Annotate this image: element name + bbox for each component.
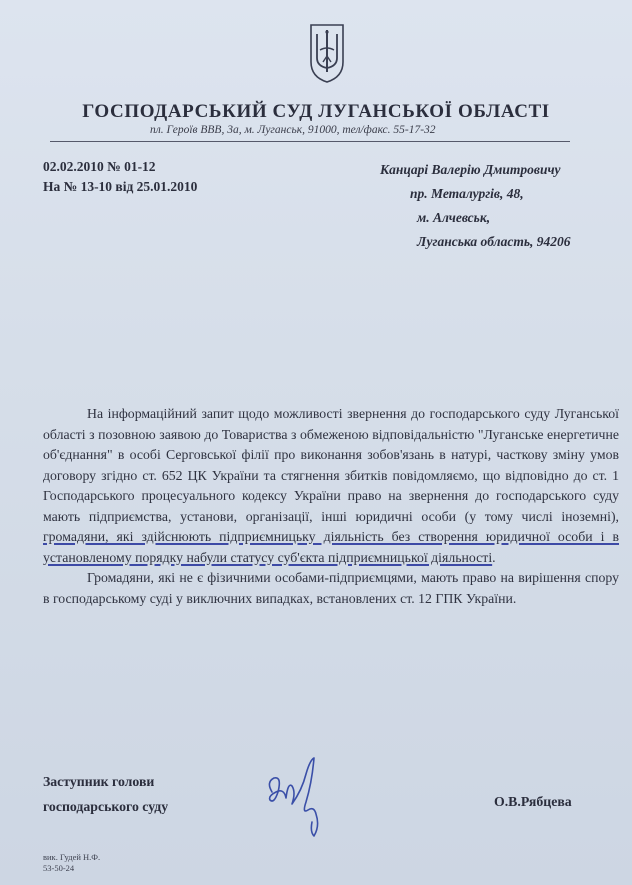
body-paragraph-1-text: На інформаційний запит щодо можливості звернення до господарського суду Луганської області з позовною заявою до Товариства з обмеженою відповідальністю "Луганське енергетичне об'єднання" в особі Серговської філії про виконання зобов'язань в натурі, часткову зміну умов договору згідно ст. 652 ЦК України та стягнення збитків повідомляємо, що відповідно до ст. 1 Господарського процесуального кодексу України право на звернення до господарського суду мають підприємства, установи, організації, інші юридичні особи (у тому числі іноземні),	[43, 406, 619, 524]
outgoing-number: 02.02.2010 № 01-12	[43, 159, 156, 174]
court-address: пл. Героїв ВВВ, 3а, м. Луганськ, 91000, тел/факс. 55-17-32	[150, 124, 436, 136]
addressee-street: пр. Металургів, 48,	[410, 186, 524, 201]
incoming-number: На № 13-10 від 25.01.2010	[43, 179, 198, 194]
executor-note	[43, 852, 100, 874]
addressee-block	[380, 158, 571, 254]
body-paragraph-1-end: .	[492, 549, 496, 565]
trident-coat-of-arms-icon	[308, 22, 346, 84]
handwritten-signature-icon	[262, 752, 332, 842]
signer-position-line-2: господарського суду	[43, 799, 169, 814]
signer-position-line-1: Заступник голови	[43, 774, 155, 789]
letter-body	[43, 404, 619, 609]
signer-name: О.В.Рябцева	[494, 794, 572, 809]
addressee-city: м. Алчевськ,	[417, 210, 491, 225]
body-paragraph-1	[43, 404, 619, 568]
executor-name: вик. Гудей Н.Ф.	[43, 852, 101, 862]
underlined-passage: громадяни, які здійснюють підприємницьку діяльність без створення юридичної особи і в установленому порядку набули статусу суб'єкта підприємницької діяльності	[43, 529, 619, 565]
header-divider	[50, 141, 570, 142]
signer-position	[43, 769, 168, 819]
executor-phone: 53-50-24	[43, 863, 75, 873]
reference-block	[43, 157, 197, 197]
body-paragraph-2: Громадяни, які не є фізичними особами-підприємцями, мають право на вирішення спору в господарському суді у виключних випадках, встановлених ст. 12 ГПК України.	[43, 570, 619, 606]
court-name-heading: ГОСПОДАРСЬКИЙ СУД ЛУГАНСЬКОЇ ОБЛАСТІ	[82, 101, 550, 122]
addressee-region: Луганська область, 94206	[417, 234, 571, 249]
addressee-name: Канцарі Валерію Дмитровичу	[380, 162, 561, 177]
